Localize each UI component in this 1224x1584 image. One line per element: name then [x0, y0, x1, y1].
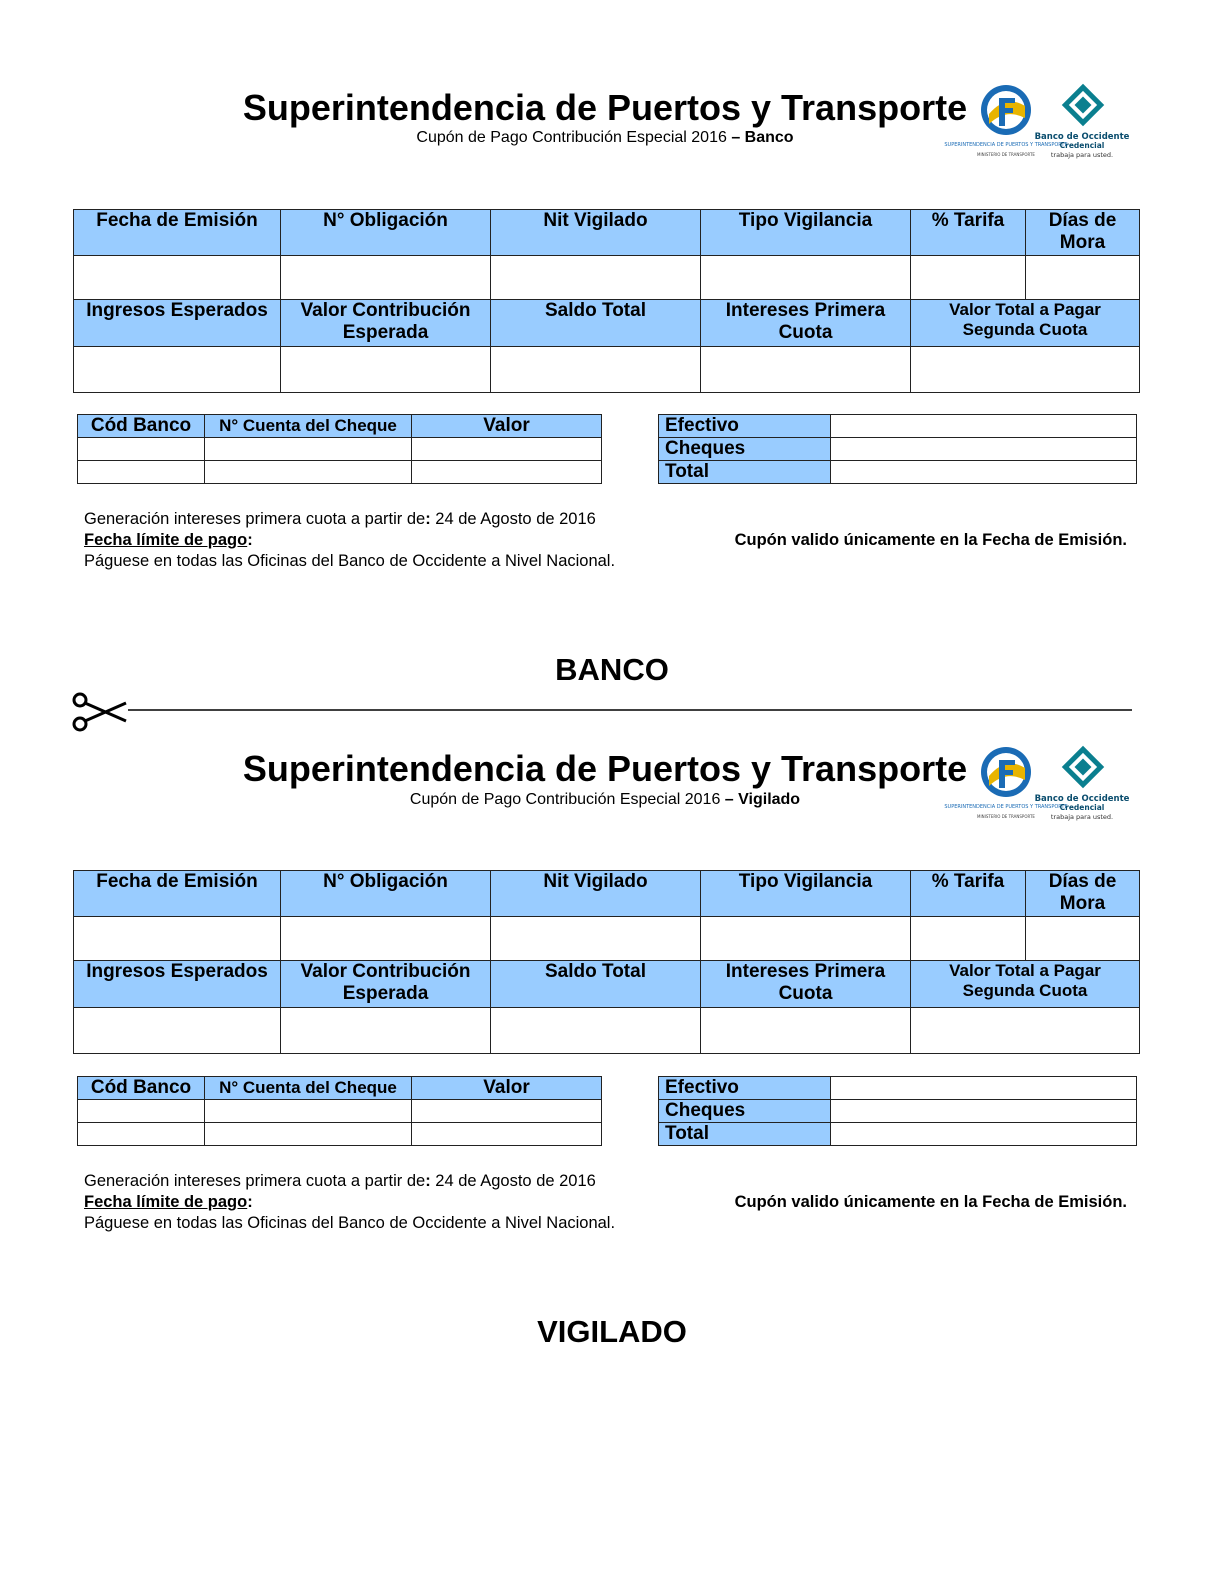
pay-line: Páguese en todas las Oficinas del Banco de Occidente a Nivel Nacional. [84, 552, 616, 570]
cheque-cell [78, 438, 205, 461]
cheque-cell [205, 461, 412, 484]
page-title: Superintendencia de Puertos y Transporte [242, 748, 968, 789]
header-tipo-vigilancia: Tipo Vigilancia [701, 210, 911, 256]
svg-text:Credencial: Credencial [1059, 141, 1105, 150]
cell-dias-mora [1026, 917, 1140, 961]
totals-table [658, 1076, 1137, 1146]
label-efectivo: Efectivo [659, 1077, 831, 1100]
banco-occidente-logo [1035, 748, 1130, 826]
cheque-cell [412, 438, 602, 461]
header-nit-vigilado: Nit Vigilado [491, 210, 701, 256]
cut-line [70, 690, 1134, 730]
header-fecha-emision: Fecha de Emisión [74, 210, 281, 256]
cheque-cell [78, 1123, 205, 1146]
header-cuenta-cheque: N° Cuenta del Cheque [205, 1077, 412, 1100]
value-total [831, 461, 1137, 484]
cell-nit-vigilado [491, 917, 701, 961]
coupon-data-table [73, 870, 1140, 1054]
cell-saldo-total [491, 347, 701, 393]
cell-dias-mora [1026, 256, 1140, 300]
cell-tipo-vigilancia [701, 917, 911, 961]
cell-valor-contribucion [281, 347, 491, 393]
value-total [831, 1123, 1137, 1146]
logo-ministry-text: MINISTERIO DE TRANSPORTE [977, 814, 1035, 819]
header-cuenta-cheque: N° Cuenta del Cheque [205, 415, 412, 438]
cell-valor-total-segunda-cuota [911, 347, 1140, 393]
logo-text: SUPERINTENDENCIA DE PUERTOS Y TRANSPORTE [944, 804, 1068, 810]
superintendencia-logo [944, 84, 1068, 164]
header-ingresos-esperados: Ingresos Esperados [74, 300, 281, 347]
deadline-line: Fecha límite de pago: [84, 1193, 253, 1211]
header-intereses-primera-cuota: Intereses Primera Cuota [701, 961, 911, 1008]
superintendencia-logo [944, 746, 1068, 826]
header-saldo-total: Saldo Total [491, 300, 701, 347]
cheque-cell [412, 461, 602, 484]
label-total: Total [659, 461, 831, 484]
header-saldo-total: Saldo Total [491, 961, 701, 1008]
label-cheques: Cheques [659, 1100, 831, 1123]
cell-nit-vigilado [491, 256, 701, 300]
cheque-cell [78, 461, 205, 484]
cell-obligacion [281, 256, 491, 300]
cell-obligacion [281, 917, 491, 961]
coupon-subtitle: Cupón de Pago Contribución Especial 2016 – Banco [416, 129, 794, 146]
cell-valor-total-segunda-cuota [911, 1008, 1140, 1054]
header-dias-mora: Días de Mora [1026, 871, 1140, 917]
cell-intereses-primera-cuota [701, 1008, 911, 1054]
logo-ministry-text: MINISTERIO DE TRANSPORTE [977, 152, 1035, 157]
header-valor-total-segunda-cuota: Valor Total a Pagar Segunda Cuota [911, 300, 1140, 347]
value-efectivo [831, 415, 1137, 438]
header-valor: Valor [412, 1077, 602, 1100]
cell-intereses-primera-cuota [701, 347, 911, 393]
cell-fecha-emision [74, 917, 281, 961]
pay-line: Páguese en todas las Oficinas del Banco de Occidente a Nivel Nacional. [84, 1214, 616, 1232]
svg-text:Banco de Occidente: Banco de Occidente [1034, 132, 1130, 142]
banco-occidente-logo [1035, 86, 1130, 164]
interest-line: Generación intereses primera cuota a partir de: 24 de Agosto de 2016 [84, 510, 596, 528]
cheques-table [77, 1076, 602, 1146]
header-valor: Valor [412, 415, 602, 438]
header-cod-banco: Cód Banco [78, 1077, 205, 1100]
valid-note: Cupón valido únicamente en la Fecha de Emisión. [734, 1193, 1127, 1211]
deadline-line: Fecha límite de pago: [84, 531, 253, 549]
cell-valor-contribucion [281, 1008, 491, 1054]
cheque-cell [205, 1123, 412, 1146]
interest-line: Generación intereses primera cuota a partir de: 24 de Agosto de 2016 [84, 1172, 596, 1190]
header-valor-total-segunda-cuota: Valor Total a Pagar Segunda Cuota [911, 961, 1140, 1008]
cell-tarifa [911, 917, 1026, 961]
cell-ingresos-esperados [74, 347, 281, 393]
cell-ingresos-esperados [74, 1008, 281, 1054]
section-label-banco: BANCO [555, 652, 669, 687]
section-label-vigilado: VIGILADO [537, 1314, 687, 1349]
svg-text:Credencial: Credencial [1059, 803, 1105, 812]
payment-info [84, 509, 615, 572]
header-nit-vigilado: Nit Vigilado [491, 871, 701, 917]
coupon-subtitle: Cupón de Pago Contribución Especial 2016 – Vigilado [409, 791, 801, 808]
label-cheques: Cheques [659, 438, 831, 461]
cell-fecha-emision [74, 256, 281, 300]
svg-text:trabaja para usted.: trabaja para usted. [1050, 813, 1114, 821]
cheque-cell [78, 1100, 205, 1123]
cell-tipo-vigilancia [701, 256, 911, 300]
value-cheques [831, 438, 1137, 461]
coupon-data-table [73, 209, 1140, 393]
header-cod-banco: Cód Banco [78, 415, 205, 438]
cell-saldo-total [491, 1008, 701, 1054]
cell-tarifa [911, 256, 1026, 300]
header-valor-contribucion: Valor Contribución Esperada [281, 300, 491, 347]
header-tarifa: % Tarifa [911, 871, 1026, 917]
cheques-table [77, 414, 602, 484]
header-dias-mora: Días de Mora [1026, 210, 1140, 256]
header-obligacion: N° Obligación [281, 871, 491, 917]
header-obligacion: N° Obligación [281, 210, 491, 256]
svg-text:Banco de Occidente: Banco de Occidente [1034, 794, 1130, 804]
header-ingresos-esperados: Ingresos Esperados [74, 961, 281, 1008]
logo-text: SUPERINTENDENCIA DE PUERTOS Y TRANSPORTE [944, 142, 1068, 148]
cheque-cell [412, 1100, 602, 1123]
header-intereses-primera-cuota: Intereses Primera Cuota [701, 300, 911, 347]
value-efectivo [831, 1077, 1137, 1100]
cheque-cell [205, 438, 412, 461]
header-valor-contribucion: Valor Contribución Esperada [281, 961, 491, 1008]
totals-table [658, 414, 1137, 484]
svg-text:trabaja para usted.: trabaja para usted. [1050, 151, 1114, 159]
scissors-icon [74, 694, 126, 730]
header-tarifa: % Tarifa [911, 210, 1026, 256]
cheque-cell [205, 1100, 412, 1123]
cheque-cell [412, 1123, 602, 1146]
label-efectivo: Efectivo [659, 415, 831, 438]
value-cheques [831, 1100, 1137, 1123]
label-total: Total [659, 1123, 831, 1146]
page-title: Superintendencia de Puertos y Transporte [242, 87, 968, 128]
valid-note: Cupón valido únicamente en la Fecha de Emisión. [734, 531, 1127, 549]
header-tipo-vigilancia: Tipo Vigilancia [701, 871, 911, 917]
payment-info [84, 1171, 615, 1234]
header-fecha-emision: Fecha de Emisión [74, 871, 281, 917]
